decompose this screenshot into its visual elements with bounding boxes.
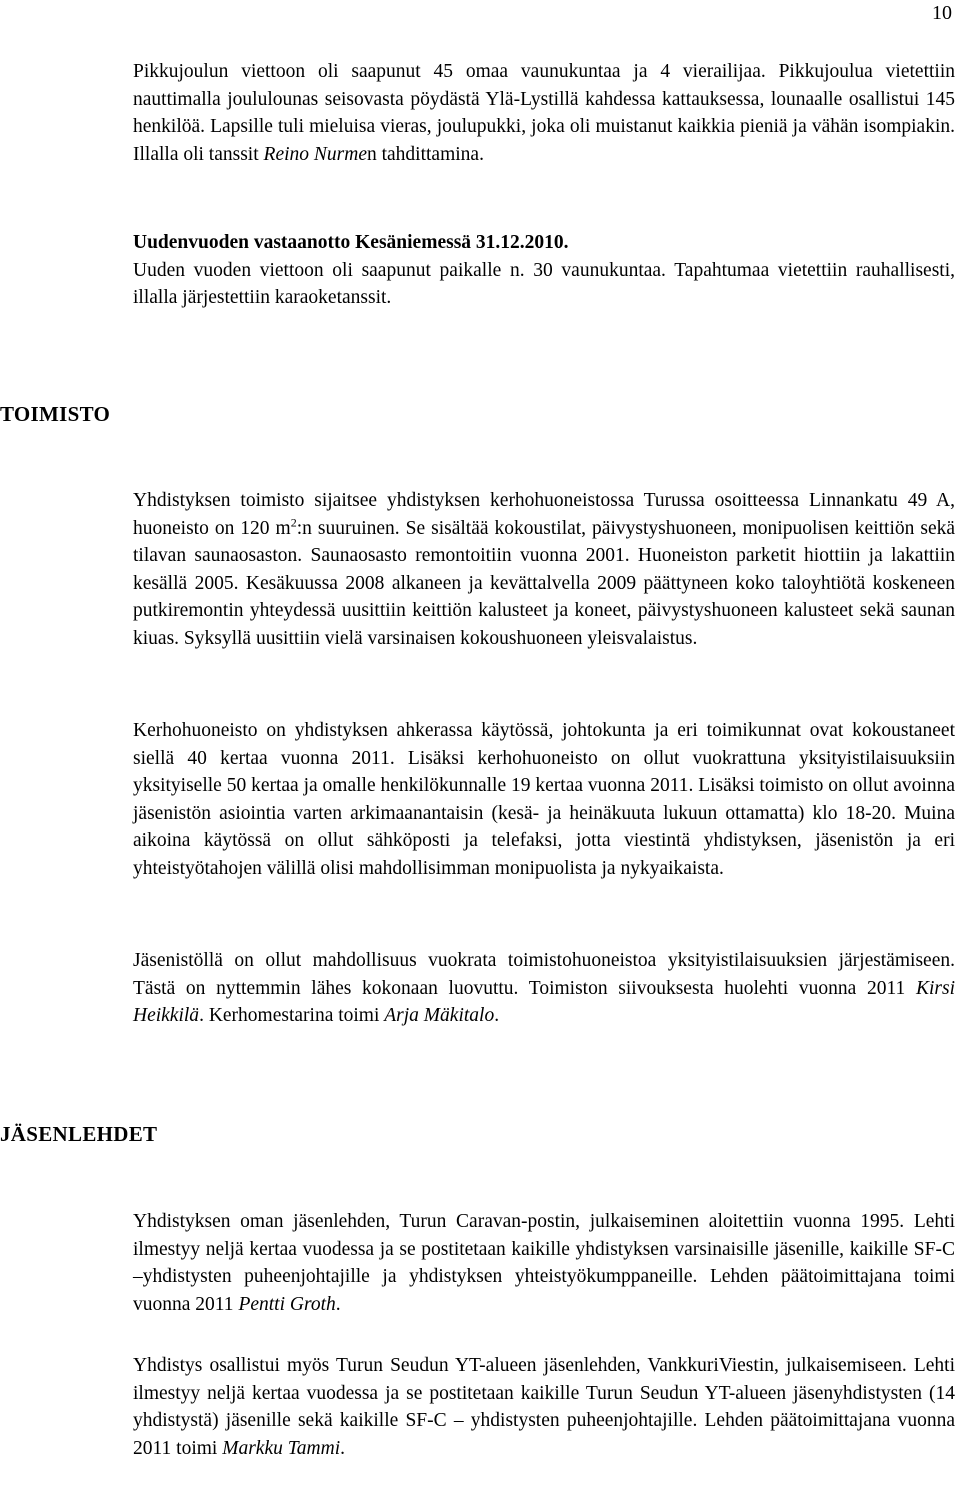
page-number: 10	[932, 2, 952, 24]
jasenlehdet-text-2a: Yhdistys osallistui myös Turun Seudun YT-alueen jäsenlehden, VankkuriViestin, julkaisemiseen. Lehti ilmestyy neljä kertaa vuodessa ja se postitetaan kaikille Turun Seudun YT-alueen jäsenyhdistysten (14 yhdistystä) jäsenille sekä kaikille SF-C – yhdistysten puheenjohtajille. Lehden päätoimittajana vuonna 2011 toimi	[133, 1355, 955, 1459]
person-name: Pentti Groth	[238, 1293, 336, 1315]
jasenlehdet-text-2b: .	[340, 1437, 345, 1459]
pikkujoulu-text-end: n tahdittamina.	[366, 143, 484, 165]
jasenlehdet-text-1a: Yhdistyksen oman jäsenlehden, Turun Caravan-postin, julkaiseminen aloitettiin vuonna 1995. Lehti ilmestyy neljä kertaa vuodessa ja se postitetaan kaikille yhdistyksen varsinaisille jäsenille, kaikille SF-C –yhdistysten puheenjohtajille ja yhdistyksen yhteistyökumppaneille. Lehden päätoimittajana toimi vuonna 2011	[133, 1211, 955, 1315]
jasenlehdet-paragraph-1	[133, 1208, 955, 1318]
toimisto-paragraph-3	[133, 947, 955, 1030]
newyear-heading: Uudenvuoden vastaanotto Kesäniemessä 31.12.2010.	[133, 232, 569, 253]
person-name: Arja Mäkitalo	[384, 1005, 495, 1027]
toimisto-text-3a: Jäsenistöllä on ollut mahdollisuus vuokrata toimistohuoneistoa yksityistilaisuuksien järjestämiseen. Tästä on nyttemmin lähes kokonaan luovuttu. Toimiston siivouksesta huolehti vuonna 2011	[133, 950, 955, 999]
newyear-section	[133, 229, 955, 312]
toimisto-text-1a: Yhdistyksen toimisto sijaitsee yhdistyksen kerhohuoneistossa Turussa osoitteessa Linnankatu 49 A, huoneisto on 120 m	[133, 490, 955, 539]
jasenlehdet-heading: JÄSENLEHDET	[0, 1122, 158, 1146]
person-name: Reino Nurme	[263, 143, 367, 165]
superscript: 2	[290, 515, 297, 530]
person-name: Markku Tammi	[222, 1437, 341, 1459]
pikkujoulu-paragraph	[133, 58, 955, 168]
pikkujoulu-text: Pikkujoulun viettoon oli saapunut 45 omaa vaunukuntaa ja 4 vierailijaa. Pikkujoulua vietettiin nauttimalla joululounas seisovasta pöydästä Ylä-Lystillä kahdessa kattauksessa, lounaalle osallistui 145 henkilöä. Lapsille tuli mieluisa vieras, joulupukki, joka oli muistanut kaikkia pieniä ja vähän isompiakin. Illalla oli tanssit	[133, 61, 955, 165]
toimisto-heading: TOIMISTO	[0, 402, 111, 426]
toimisto-paragraph-1	[133, 487, 955, 653]
toimisto-text-3b: . Kerhomestarina toimi	[199, 1005, 385, 1027]
person-name: Kirsi Heikkilä	[133, 977, 955, 1027]
jasenlehdet-text-1b: .	[335, 1293, 341, 1315]
toimisto-text-3c: .	[494, 1005, 500, 1027]
toimisto-text-1b: :n suuruinen. Se sisältää kokoustilat, päivystyshuoneen, monipuolisen keittiön sekä tilavan saunaosaston. Saunaosasto remontoitiin vuonna 2001. Huoneiston parketit hiottiin ja lakattiin kesällä 2005. Kesäkuussa 2008 alkaneen ja kevättalvella 2009 päättyneen koko taloyhtiötä koskeneen putkiremontin yhteydessä uusittiin keittiön kalusteet ja koneet, päivystyshuoneen kalusteet sekä saunan kiuas. Syksyllä uusittiin vielä varsinaisen kokoushuoneen yleisvalaistus.	[133, 517, 956, 649]
toimisto-paragraph-2	[133, 717, 955, 883]
newyear-text: Uuden vuoden viettoon oli saapunut paikalle n. 30 vaunukuntaa. Tapahtumaa vietettiin rauhallisesti, illalla järjestettiin karaoketanssit.	[133, 259, 955, 309]
toimisto-text-2: Kerhohuoneisto on yhdistyksen ahkerassa käytössä, johtokunta ja eri toimikunnat ovat kokoustaneet siellä 40 kertaa vuonna 2011. Lisäksi kerhohuoneisto on ollut vuokrattuna yksityistilaisuuksiin yksityiselle 50 kertaa ja omalle henkilökunnalle 19 kertaa vuonna 2011. Lisäksi toimisto on ollut avoinna jäsenistön asiointia varten arkimaanantaisin (kesä- ja heinäkuuta lukuun ottamatta) klo 18-20. Muina aikoina käytössä on ollut sähköposti ja telefaksi, jotta viestintä yhdistyksen, jäsenistön ja eri yhteistyötahojen välillä olisi mahdollisimman monipuolista ja nykyaikaista.	[133, 720, 955, 879]
jasenlehdet-paragraph-2	[133, 1352, 955, 1462]
